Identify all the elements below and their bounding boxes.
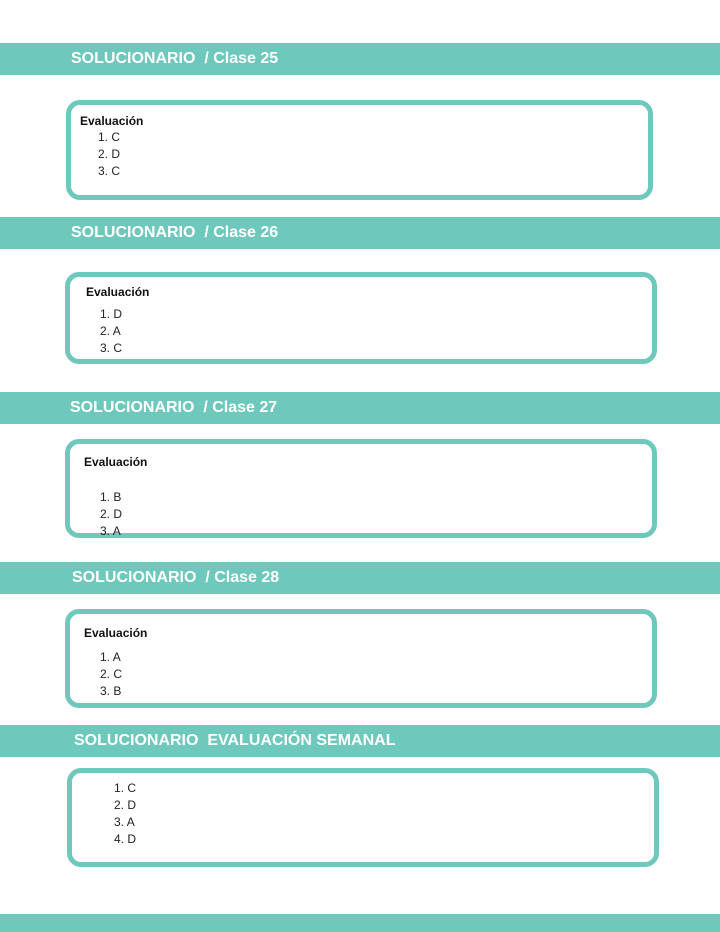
answer-item: 1. C (98, 130, 121, 144)
answer-box-clase-28 (65, 609, 657, 708)
evaluation-label: Evaluación (86, 285, 150, 299)
answer-list (98, 129, 120, 180)
answer-item: 3. A (100, 524, 121, 538)
section-title: SOLUCIONARIO EVALUACIÓN SEMANAL (74, 732, 396, 749)
section-header-evaluacion-semanal (0, 725, 720, 757)
answer-item: 4. D (114, 832, 137, 846)
section-header-clase-26 (0, 217, 720, 249)
answer-item: 3. C (98, 164, 121, 178)
answer-list (100, 649, 122, 700)
evaluation-label: Evaluación (84, 455, 148, 469)
answer-item: 2. C (100, 667, 123, 681)
answer-box-clase-27 (65, 439, 657, 538)
answer-item: 1. D (100, 307, 123, 321)
answer-box-clase-25 (66, 100, 653, 200)
section-title: SOLUCIONARIO / Clase 28 (72, 569, 280, 586)
evaluation-label: Evaluación (80, 114, 144, 128)
answer-item: 2. A (100, 324, 121, 338)
answer-item: 3. C (100, 341, 123, 355)
answer-item: 1. C (114, 781, 137, 795)
section-title: SOLUCIONARIO / Clase 27 (70, 399, 278, 416)
answer-list (100, 489, 122, 540)
section-header-clase-25 (0, 43, 720, 75)
section-header-clase-28 (0, 562, 720, 594)
section-header-clase-27 (0, 392, 720, 424)
evaluation-label: Evaluación (84, 626, 148, 640)
section-title: SOLUCIONARIO / Clase 26 (71, 224, 279, 241)
answer-item: 3. B (100, 684, 122, 698)
footer-band (0, 914, 720, 932)
answer-list (114, 780, 136, 848)
answer-box-clase-26 (65, 272, 657, 364)
answer-item: 2. D (100, 507, 123, 521)
answer-item: 2. D (114, 798, 137, 812)
answer-item: 3. A (114, 815, 135, 829)
answer-item: 1. B (100, 490, 122, 504)
answer-item: 1. A (100, 650, 121, 664)
answer-box-evaluacion-semanal (67, 768, 659, 867)
section-title: SOLUCIONARIO / Clase 25 (71, 50, 279, 67)
answer-item: 2. D (98, 147, 121, 161)
answer-list (100, 306, 122, 357)
